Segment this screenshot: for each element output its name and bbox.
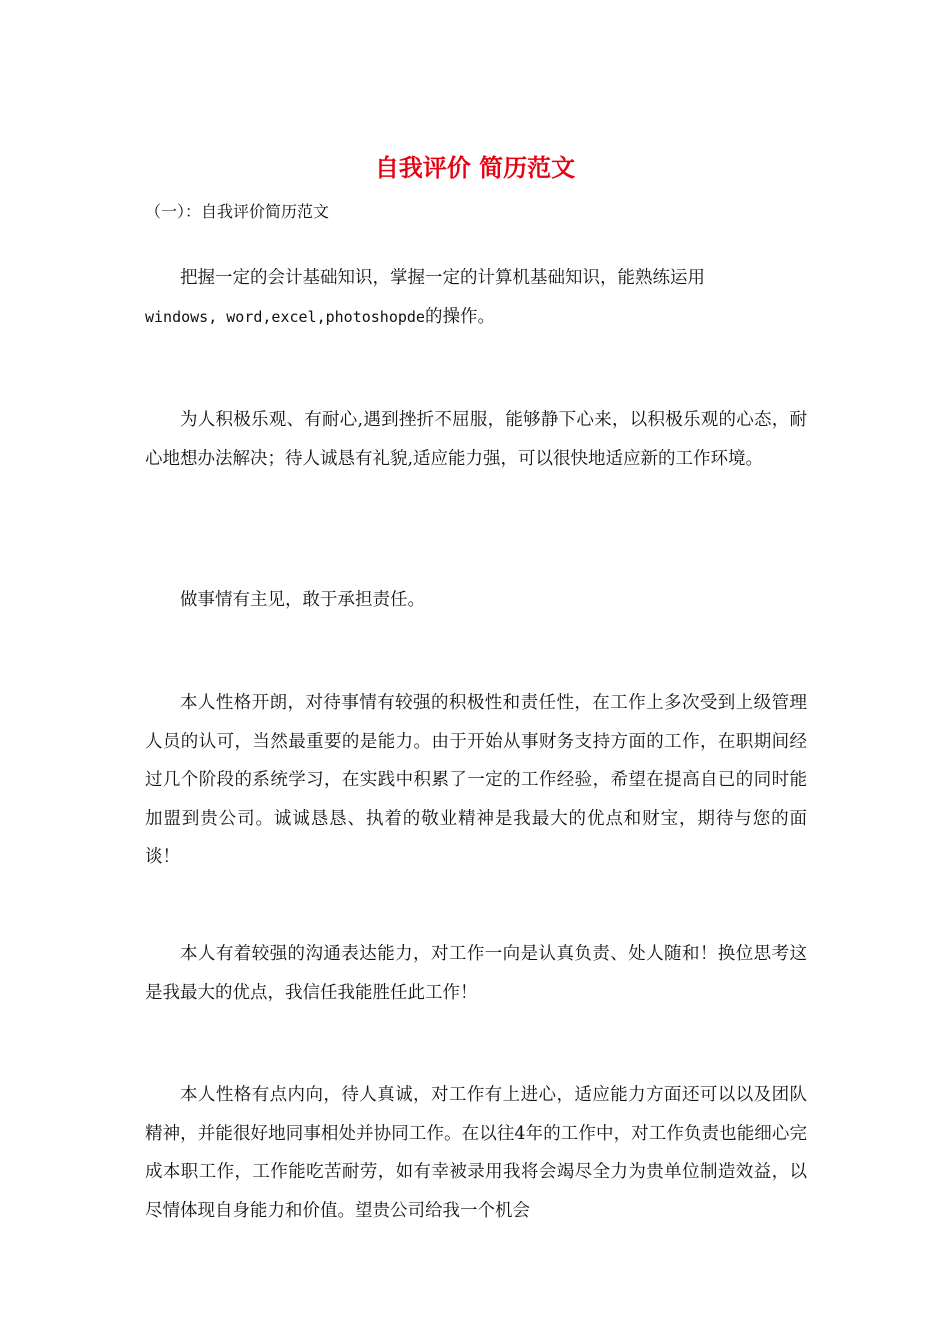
paragraph-1-text: 把握一定的会计基础知识，掌握一定的计算机基础知识，能熟练运用 (180, 268, 705, 288)
paragraph-1 (145, 259, 807, 336)
paragraph-5: 本人有着较强的沟通表达能力，对工作一向是认真负责、处人随和！换位思考这是我最大的优点，我信任我能胜任此工作！ (145, 944, 807, 1003)
paragraph-2: 为人积极乐观、有耐心,遇到挫折不屈服，能够静下心来，以积极乐观的心态，耐心地想办法解决；待人诚恳有礼貌,适应能力强，可以很快地适应新的工作环境。 (145, 410, 807, 469)
paragraph-1-software-list: windows, word,excel,photoshopde (145, 307, 425, 326)
paragraph-1-tail: 的操作。 (424, 306, 495, 327)
paragraph-4: 本人性格开朗，对待事情有较强的积极性和责任性，在工作上多次受到上级管理人员的认可，当然最重要的是能力。由于开始从事财务支持方面的工作，在职期间经过几个阶段的系统学习，在实践中积累了一定的工作经验，希望在提高自已的同时能加盟到贵公司。诚诚恳恳、执着的敬业精神是我最大的优点和财宝，期待与您的面谈！ (145, 693, 807, 867)
paragraph-3: 做事情有主见，敢于承担责任。 (180, 590, 425, 610)
document-subtitle: （一）：自我评价简历范文 (145, 202, 330, 221)
paragraph-6: 本人性格有点内向，待人真诚，对工作有上进心，适应能力方面还可以以及团队精神，并能很好地同事相处并协同工作。在以往4年的工作中，对工作负责也能细心完成本职工作，工作能吃苦耐劳，如有幸被录用我将会竭尽全力为贵单位制造效益，以尽情体现自身能力和价值。望贵公司给我一个机会 (145, 1085, 807, 1221)
document-title: 自我评价 简历范文 (374, 153, 576, 182)
